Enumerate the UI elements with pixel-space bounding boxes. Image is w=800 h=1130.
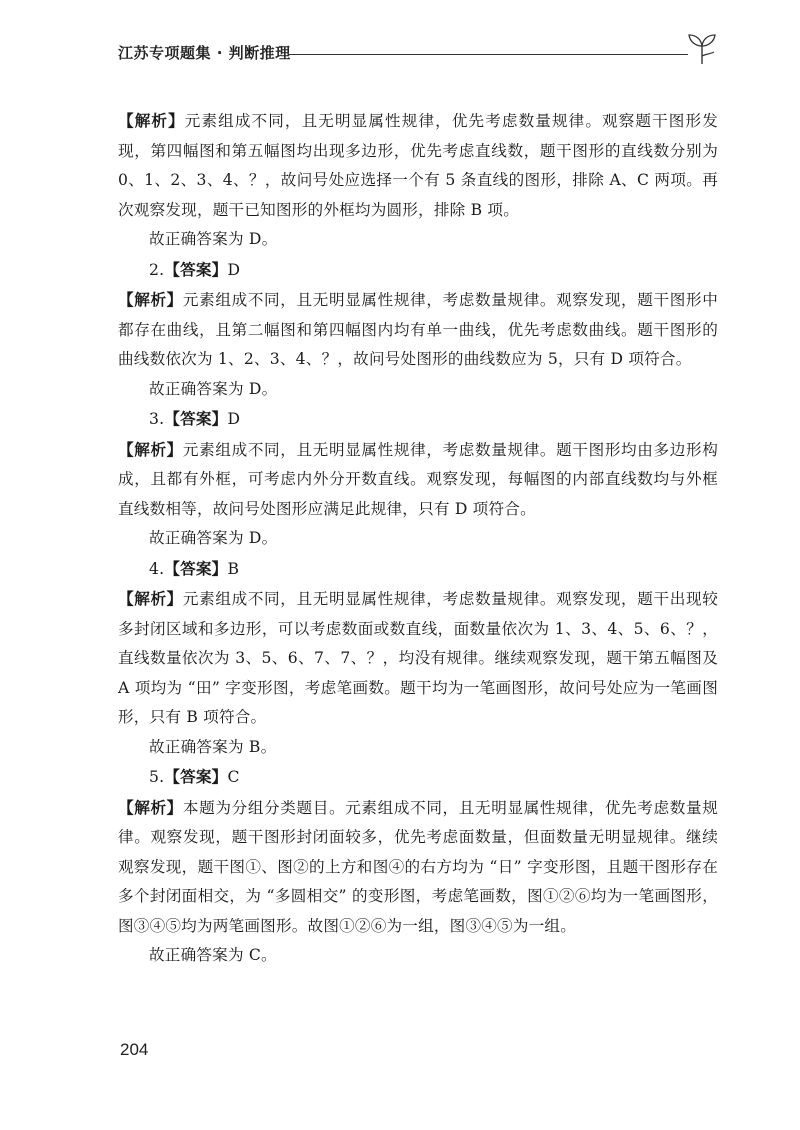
analysis-paragraph xyxy=(118,106,718,225)
answer-value: B xyxy=(227,559,240,578)
analysis-paragraph xyxy=(118,584,718,733)
analysis-text: 元素组成不同，且无明显属性规律，考虑数量规律。观察发现，题干出现较多封闭区域和多边形，可以考虑数面或数直线，面数量依次为 1、3、4、5、6、？，直线数量依次为 3、5、6、7、7、？，均没有规律。继续观察发现，题干第五幅图及 A 项均为 “田” 字变形图，考虑笔画数。题干均为一笔画图形，故问号处应为一笔画图形，只有 B 项符合。 xyxy=(118,590,718,726)
conclusion-line: 故正确答案为 B。 xyxy=(149,737,277,756)
page-header xyxy=(118,30,720,70)
analysis-text: 元素组成不同，且无明显属性规律，优先考虑数量规律。观察题干图形发现，第四幅图和第五幅图均出现多边形，优先考虑直线数，题干图形的直线数分别为 0、1、2、3、4、？，故问号处应选择一个有 5 条直线的图形，排除 A、C 两项。再次观察发现，题干已知图形的外框均为圆形，排除 B 项。 xyxy=(118,112,718,219)
analysis-label: 【解析】 xyxy=(118,439,183,459)
question-number: 4. xyxy=(149,559,165,578)
conclusion-line: 故正确答案为 D。 xyxy=(149,379,278,398)
analysis-paragraph xyxy=(118,285,718,375)
header-rule xyxy=(288,54,688,55)
answer-value: C xyxy=(227,768,240,786)
answer-label: 【答案】 xyxy=(164,259,228,279)
answer-line xyxy=(118,762,718,793)
question-number: 3. xyxy=(149,410,165,428)
answer-line xyxy=(118,255,718,286)
question-number: 5. xyxy=(149,768,165,786)
analysis-paragraph xyxy=(118,793,718,942)
analysis-label: 【解析】 xyxy=(118,589,183,608)
answer-label: 【答案】 xyxy=(164,767,228,786)
analysis-label: 【解析】 xyxy=(118,290,183,309)
analysis-text: 本题为分组分类题目。元素组成不同，且无明显属性规律，优先考虑数量规律。观察发现，题干图形封闭面较多，优先考虑面数量，但面数量无明显规律。继续观察发现，题干图①、图②的上方和图④的右方均为 “日” 字变形图，且题干图形存在多个封闭面相交，为 “多圆相交” 的变形图，考虑笔画数，图①②⑥均为一笔画图形，图③④⑤均为两笔画图形。故图①②⑥为一组，图③④⑤为一组。 xyxy=(118,798,718,935)
sprout-icon xyxy=(684,30,720,66)
answer-value: D xyxy=(227,260,241,279)
conclusion-line: 故正确答案为 C。 xyxy=(149,946,277,964)
analysis-label: 【解析】 xyxy=(118,797,183,817)
answer-line xyxy=(118,554,718,585)
page-number: 204 xyxy=(120,1040,149,1059)
conclusion-line: 故正确答案为 D。 xyxy=(149,230,278,248)
answer-line xyxy=(118,404,718,435)
answer-value: D xyxy=(227,410,241,428)
analysis-paragraph xyxy=(118,435,718,525)
analysis-label: 【解析】 xyxy=(118,111,185,130)
page-content xyxy=(118,106,718,971)
analysis-text: 元素组成不同，且无明显属性规律，考虑数量规律。观察发现，题干图形中都存在曲线，且第二幅图和第四幅图内均有单一曲线，优先考虑数曲线。题干图形的曲线数依次为 1、2、3、4、？，故问号处图形的曲线数应为 5，只有 D 项符合。 xyxy=(118,291,718,368)
answer-label: 【答案】 xyxy=(164,409,228,428)
analysis-text: 元素组成不同，且无明显属性规律，考虑数量规律。题干图形均由多边形构成，且都有外框，可考虑内外分开数直线。观察发现，每幅图的内部直线数均与外框直线数相等，故问号处图形应满足此规律，只有 D 项符合。 xyxy=(118,440,718,518)
answer-label: 【答案】 xyxy=(164,558,228,578)
running-header-title: 江苏专项题集 · 判断推理 xyxy=(118,44,291,62)
question-number: 2. xyxy=(149,260,165,279)
conclusion-line: 故正确答案为 D。 xyxy=(149,529,278,547)
